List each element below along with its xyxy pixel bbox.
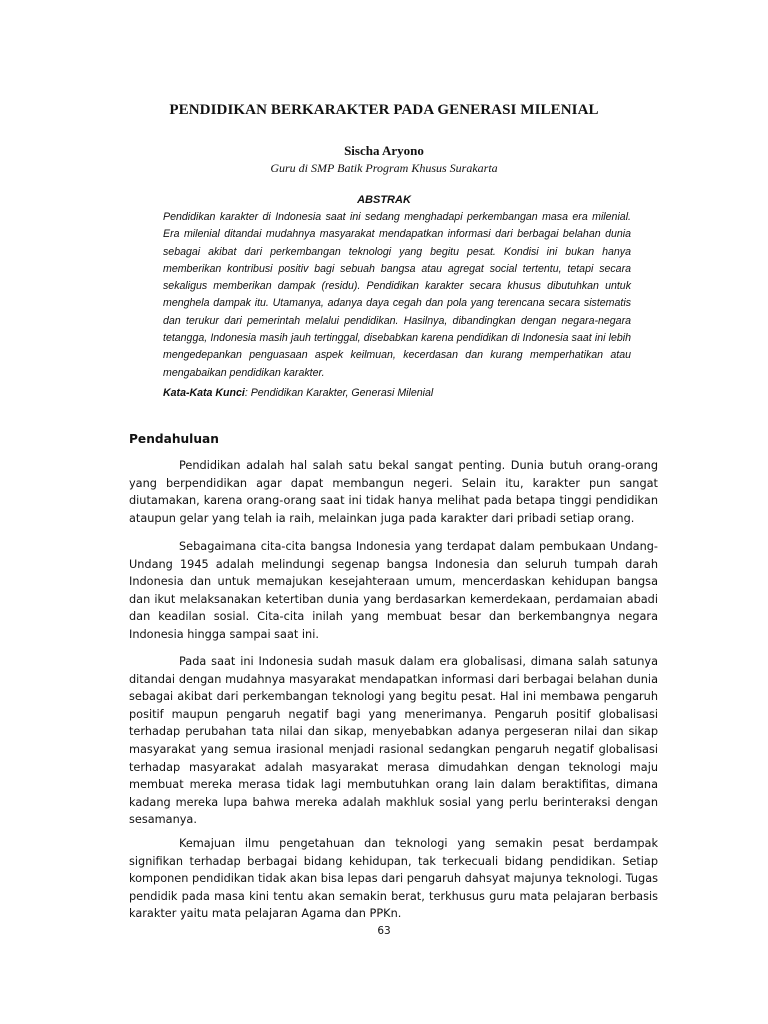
keywords-label: Kata-Kata Kunci xyxy=(163,387,245,399)
keywords-value: : Pendidikan Karakter, Generasi Milenial xyxy=(244,387,434,399)
paragraph: Kemajuan ilmu pengetahuan dan teknologi yang semakin pesat berdampak signifikan terhadap berbagai bidang kehidupan, tak terkecuali bidang pendidikan. Setiap komponen pendidikan tidak akan bisa lepas dari pengaruh dahsyat majunya teknologi. Tugas pendidik pada masa kini tentu akan semakin berat, terkhusus guru mata pelajaran berbasis karakter yaitu mata pelajaran Agama dan PPKn. xyxy=(129,837,658,921)
paragraph: Pada saat ini Indonesia sudah masuk dalam era globalisasi, dimana salah satunya ditandai dengan mudahnya masyarakat mendapatkan informasi dari berbagai belahan dunia sebagai akibat dari perkembangan teknologi yang begitu pesat. Hal ini membawa pengaruh positif maupun pengaruh negatif bagi yang menerimanya. Pengaruh positif globalisasi terhadap perubahan tata nilai dan sikap, menyebabkan adanya pergeseran nilai dan sikap masyarakat yang semua irasional menjadi rasional sedangkan pengaruh negatif globalisasi terhadap masyarakat adalah masyarakat merasa dimudahkan dengan teknologi maju membuat mereka merasa tidak lagi membutuhkan orang lain dalam beraktifitas, dimana kadang mereka lupa bahwa mereka adalah makhluk sosial yang perlu berinteraksi dengan sesamanya. xyxy=(129,655,658,827)
abstract-heading: ABSTRAK xyxy=(357,194,411,206)
article-title: PENDIDIKAN BERKARAKTER PADA GENERASI MILENIAL xyxy=(169,102,599,118)
author-name: Sischa Aryono xyxy=(344,143,424,158)
paragraph: Pendidikan adalah hal salah satu bekal sangat penting. Dunia butuh orang-orang yang berpendidikan agar dapat membangun negeri. Selain itu, karakter pun sangat diutamakan, karena orang-orang saat ini tidak hanya melihat pada betapa tinggi pendidikan ataupun gelar yang telah ia raih, melainkan juga pada karakter dari pribadi setiap orang. xyxy=(129,459,658,525)
paragraph: Sebagaimana cita-cita bangsa Indonesia yang terdapat dalam pembukaan Undang-Undang 1945 adalah melindungi segenap bangsa Indonesia dan seluruh tumpah darah Indonesia dan untuk memajukan kesejahteraan umum, mencerdaskan kehidupan bangsa dan ikut melaksanakan ketertiban dunia yang berdasarkan kemerdekaan, perdamaian abadi dan keadilan sosial. Cita-cita inilah yang membuat besar dan berkembangnya negara Indonesia hingga sampai saat ini. xyxy=(129,540,658,641)
keywords-line xyxy=(163,385,631,402)
author-affiliation: Guru di SMP Batik Program Khusus Surakarta xyxy=(270,161,498,175)
abstract-body: Pendidikan karakter di Indonesia saat ini sedang menghadapi perkembangan masa era milenial. Era milenial ditandai mudahnya masyarakat mendapatkan informasi dari berbagai belahan dunia sebagai akibat dari perkembangan teknologi yang begitu pesat. Kondisi ini bukan hanya memberikan kontribusi positiv bagi sebuah bangsa atau agregat social tertentu, tetapi secara sekaligus memberikan dampak (residu). Pendidikan karakter secara khusus dibutuhkan untuk menghela dampak itu. Utamanya, adanya daya cegah dan pola yang terencana secara sistematis dan terukur dari pemerintah melalui pendidikan. Hasilnya, dibandingkan dengan negara-negara tetangga, Indonesia masih jauh tertinggal, disebabkan karena pendidikan di Indonesia saat ini lebih mengedepankan penguasaan aspek keilmuan, kecerdasan dan kurang memperhatikan atau mengabaikan pendidikan karakter. xyxy=(163,211,631,379)
section-heading: Pendahuluan xyxy=(129,432,219,446)
page-number: 63 xyxy=(377,925,391,937)
